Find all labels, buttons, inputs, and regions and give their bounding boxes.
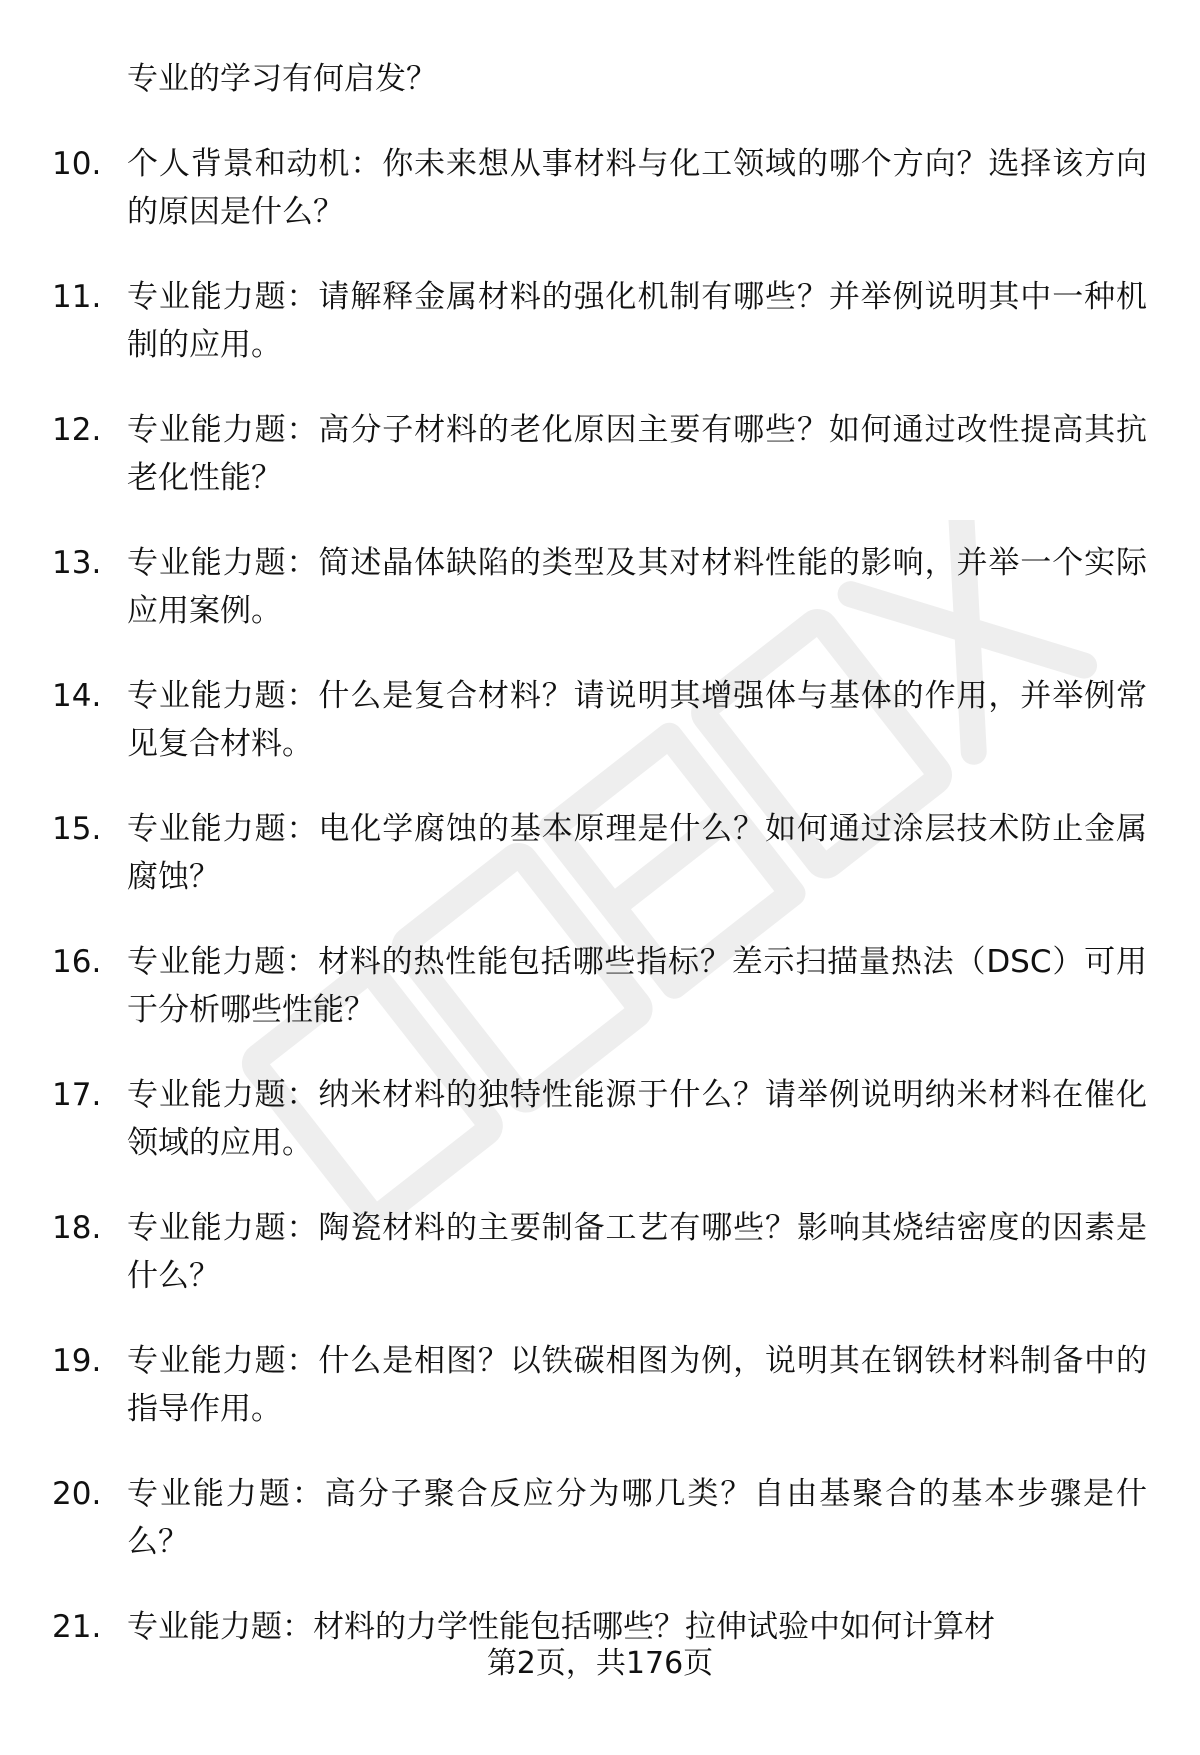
question-number: 14. bbox=[52, 678, 102, 714]
question-item-19 bbox=[0, 1337, 1200, 1433]
question-item-17 bbox=[0, 1071, 1200, 1167]
document-body bbox=[0, 55, 1200, 1651]
question-text: 专业能力题：纳米材料的独特性能源于什么？请举例说明纳米材料在催化领域的应用。 bbox=[127, 1077, 1147, 1161]
question-item-13 bbox=[0, 539, 1200, 635]
question-number: 10. bbox=[52, 146, 102, 182]
question-text: 个人背景和动机：你未来想从事材料与化工领域的哪个方向？选择该方向的原因是什么？ bbox=[127, 146, 1147, 230]
question-text: 专业能力题：什么是复合材料？请说明其增强体与基体的作用，并举例常见复合材料。 bbox=[127, 678, 1147, 762]
question-text: 专业能力题：高分子聚合反应分为哪几类？自由基聚合的基本步骤是什么？ bbox=[127, 1476, 1147, 1560]
question-number: 13. bbox=[52, 545, 102, 581]
question-number: 20. bbox=[52, 1476, 102, 1512]
question-number: 16. bbox=[52, 944, 102, 980]
question-number: 18. bbox=[52, 1210, 102, 1246]
question-text: 专业能力题：电化学腐蚀的基本原理是什么？如何通过涂层技术防止金属腐蚀？ bbox=[127, 811, 1147, 895]
question-text: 专业能力题：高分子材料的老化原因主要有哪些？如何通过改性提高其抗老化性能？ bbox=[127, 412, 1147, 496]
question-number: 11. bbox=[52, 279, 102, 315]
question-text: 专业能力题：请解释金属材料的强化机制有哪些？并举例说明其中一种机制的应用。 bbox=[127, 279, 1147, 363]
question-text: 专业能力题：什么是相图？以铁碳相图为例，说明其在钢铁材料制备中的指导作用。 bbox=[127, 1343, 1147, 1427]
question-text: 专业能力题：陶瓷材料的主要制备工艺有哪些？影响其烧结密度的因素是什么？ bbox=[127, 1210, 1147, 1294]
question-text: 专业能力题：材料的力学性能包括哪些？拉伸试验中如何计算材 bbox=[127, 1609, 995, 1645]
question-item-15 bbox=[0, 805, 1200, 901]
question-text: 专业能力题：材料的热性能包括哪些指标？差示扫描量热法（DSC）可用于分析哪些性能？ bbox=[127, 944, 1147, 1028]
question-number: 21. bbox=[52, 1609, 102, 1645]
question-item-18 bbox=[0, 1204, 1200, 1300]
question-item-12 bbox=[0, 406, 1200, 502]
question-number: 12. bbox=[52, 412, 102, 448]
question-item-14 bbox=[0, 672, 1200, 768]
question-number: 15. bbox=[52, 811, 102, 847]
question-item-11 bbox=[0, 273, 1200, 369]
question-item-16 bbox=[0, 938, 1200, 1034]
question-number: 19. bbox=[52, 1343, 102, 1379]
continued-question-text: 专业的学习有何启发？ bbox=[127, 61, 437, 97]
page-footer: 第2页，共176页 bbox=[486, 1646, 714, 1681]
question-item-20 bbox=[0, 1470, 1200, 1566]
question-number: 17. bbox=[52, 1077, 102, 1113]
question-item-10 bbox=[0, 140, 1200, 236]
question-text: 专业能力题：简述晶体缺陷的类型及其对材料性能的影响，并举一个实际应用案例。 bbox=[127, 545, 1147, 629]
